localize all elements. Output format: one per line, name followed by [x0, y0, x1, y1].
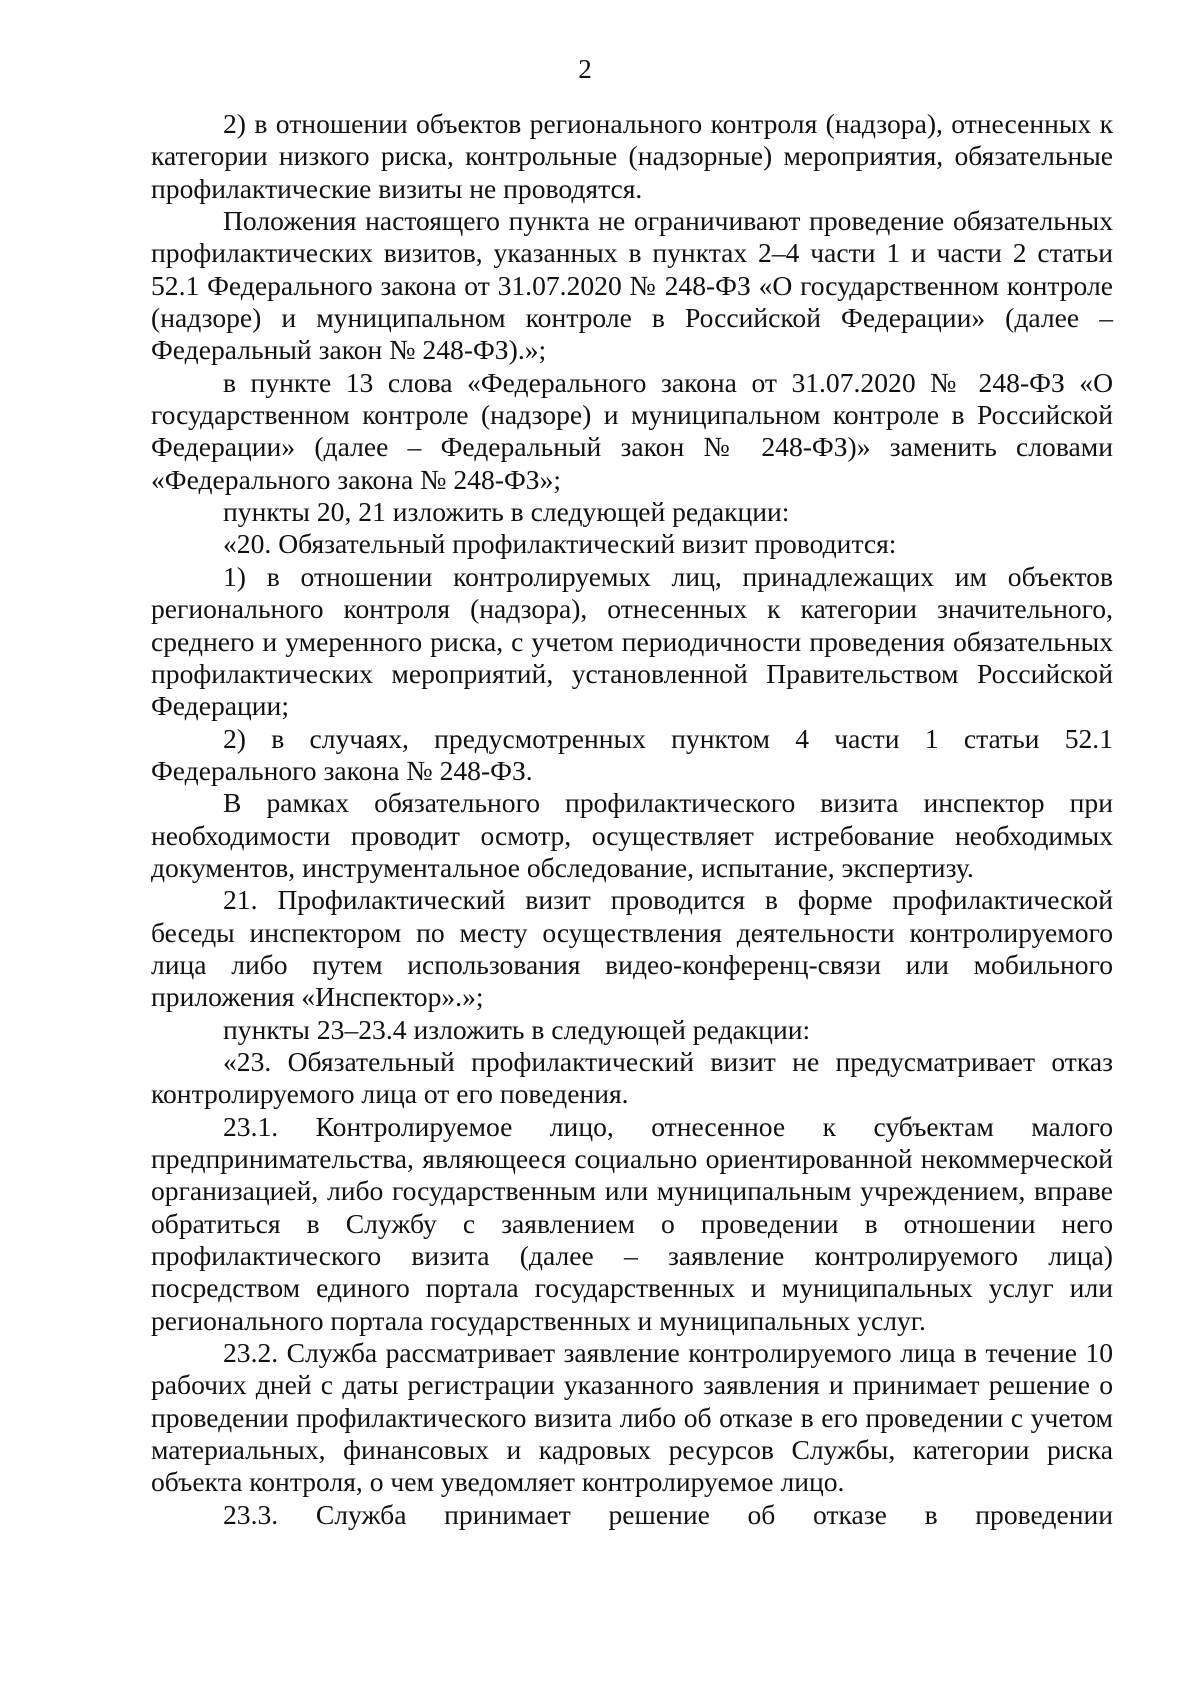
paragraph-item-2-low-risk: 2) в отношении объектов регионального контроля (надзора), отнесенных к категории низкого риска, контрольные (надзорные) мероприятия, обязательные профилактические визиты не проводятся. — [151, 108, 1113, 204]
paragraph-provisions-not-limit: Положения настоящего пункта не ограничивают проведение обязательных профилактических визитов, указанных в пунктах 2–4 части 1 и части 2 статьи 52.1 Федерального закона от 31.07.2020 № 248-ФЗ «О государственном контроле (надзоре) и муниципальном контроле в Российской Федерации» (далее – Федеральный закон № 248-ФЗ).»; — [151, 205, 1113, 366]
paragraph-points-23-intro: пункты 23–23.4 изложить в следующей редакции: — [223, 1013, 811, 1045]
paragraph-point-23-3: 23.3. Служба принимает решение об отказе в проведении — [223, 1498, 1113, 1530]
paragraph-point-23: «23. Обязательный профилактический визит не предусматривает отказ контролируемого лица от его поведения. — [151, 1045, 1113, 1110]
paragraph-point-13-amendment: в пункте 13 слова «Федерального закона от 31.07.2020 № 248-ФЗ «О государственном контроле (надзоре) и муниципальном контроле в Российской Федерации» (далее – Федеральный закон № 248-ФЗ)» заменить словами «Федерального закона № 248-ФЗ»; — [151, 366, 1113, 495]
document-body — [151, 108, 1113, 1531]
paragraph-point-20: «20. Обязательный профилактический визит проводится: — [223, 528, 897, 560]
paragraph-point-23-2: 23.2. Служба рассматривает заявление контролируемого лица в течение 10 рабочих дней с даты регистрации указанного заявления и принимает решение о проведении профилактического визита либо об отказе в его проведении с учетом материальных, финансовых и кадровых ресурсов Службы, категории риска объекта контроля, о чем уведомляет контролируемое лицо. — [151, 1337, 1113, 1498]
page-number: 2 — [578, 54, 592, 84]
paragraph-point-23-1: 23.1. Контролируемое лицо, отнесенное к субъектам малого предпринимательства, являющееся социально ориентированной некоммерческой организацией, либо государственным или муниципальным учреждением, вправе обратиться в Службу с заявлением о проведении в отношении него профилактического визита (далее – заявление контролируемого лица) посредством единого портала государственных и муниципальных услуг или регионального портала государственных и муниципальных услуг. — [151, 1110, 1113, 1336]
paragraph-points-20-21-intro: пункты 20, 21 изложить в следующей редакции: — [223, 496, 790, 528]
paragraph-inspector-scope: В рамках обязательного профилактического визита инспектор при необходимости проводит осмотр, осуществляет истребование необходимых документов, инструментальное обследование, испытание, экспертизу. — [151, 787, 1113, 883]
paragraph-point-20-item-2: 2) в случаях, предусмотренных пунктом 4 части 1 статьи 52.1 Федерального закона № 248-ФЗ. — [151, 722, 1113, 786]
paragraph-point-21: 21. Профилактический визит проводится в форме профилактической беседы инспектором по месту осуществления деятельности контролируемого лица либо путем использования видео-конференц-связи или мобильного приложения «Инспектор».»; — [151, 884, 1113, 1013]
paragraph-point-20-item-1: 1) в отношении контролируемых лиц, принадлежащих им объектов регионального контроля (надзора), отнесенных к категории значительного, среднего и умеренного риска, с учетом периодичности проведения обязательных профилактических мероприятий, установленной Правительством Российской Федерации; — [151, 560, 1113, 722]
